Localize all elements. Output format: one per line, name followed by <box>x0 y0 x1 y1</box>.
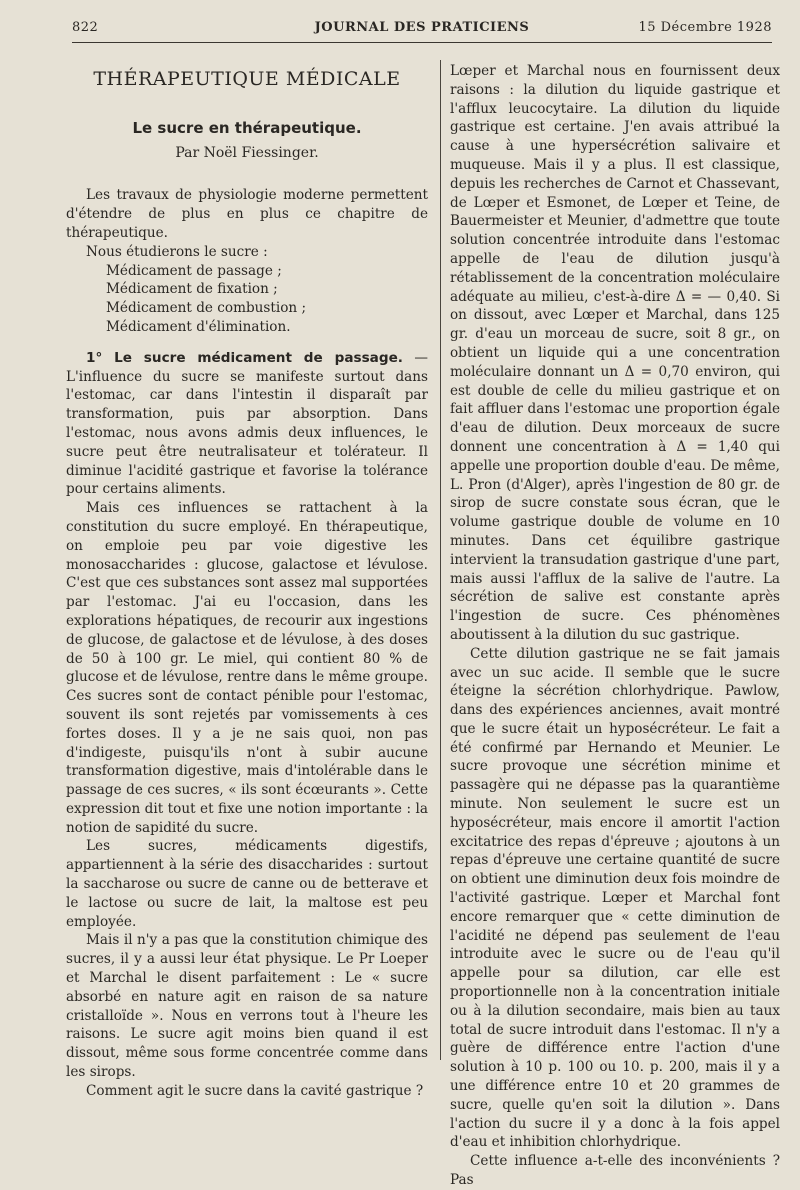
issue-date: 15 Décembre 1928 <box>638 20 772 35</box>
list-item: Médicament de passage ; <box>106 262 282 279</box>
page-number: 822 <box>72 20 99 35</box>
list-item: Médicament d'élimination. <box>106 318 291 335</box>
header-rule <box>72 42 772 43</box>
paragraph: Mais il n'y a pas que la constitution chimique des sucres, il y a aussi leur état physique. Le Pr Loeper et Marchal le disent parfaitement : Le « sucre absorbé en nature agit en raison de sa nature cristalloïde ». Nous en verrons tout à l'heure les raisons. Le sucre agit moins bien quand il est dissout, même sous forme concentrée comme dans les sirops. <box>66 932 428 1081</box>
journal-title: JOURNAL DES PRATICIENS <box>314 20 530 35</box>
list-item: Médicament de combustion ; <box>106 300 307 317</box>
paragraph: Les sucres, médicaments digestifs, appartiennent à la série des disaccharides : surtout la saccharose ou sucre de canne ou de betterave et le lactose ou sucre de lait, la maltose est peu employée. <box>66 838 428 930</box>
list-intro: Nous étudierons le sucre : <box>86 243 268 260</box>
article-author: Par Noël Fiessinger. <box>175 144 319 161</box>
section1-text: — L'influence du sucre se manifeste surtout dans l'estomac, car dans l'intestin il disparaît par transformation, puis par absorption. Dans l'estomac, nous avons admis deux influences, le sucre peut être neutralisateur et tolérateur. Il diminue l'acidité gastrique et favorise la tolérance pour certains aliments. <box>66 349 428 498</box>
section1-paragraph <box>66 349 428 499</box>
paragraph: Cette influence a-t-elle des inconvénients ? Pas <box>450 1153 780 1189</box>
paragraph: Mais ces influences se rattachent à la constitution du sucre employé. En thérapeutique, on emploie peu par voie digestive les monosaccharides : glucose, galactose et lévulose. C'est que ces substances sont assez mal supportées par l'estomac. J'ai eu l'occasion, dans les explorations hépatiques, de recourir aux ingestions de glucose, de galactose et de lévulose, à des doses de 50 à 100 gr. Le miel, qui contient 80 % de glucose et de lévulose, rentre dans le même groupe. Ces sucres sont de contact pénible pour l'estomac, souvent ils sont rejetés par vomissements à ces fortes doses. Il y a je ne sais quoi, non pas d'indigeste, puisqu'ils n'ont à subir aucune transformation digestive, mais d'intolérable dans le passage de ces sucres, « ils sont écœurants ». Cette expression dit tout et fixe une notion importante : la notion de sapidité du sucre. <box>66 500 428 836</box>
medication-list <box>66 262 428 337</box>
paragraph: Lœper et Marchal nous en fournissent deux raisons : la dilution du liquide gastrique et l'afflux leucocytaire. La dilution du liquide gastrique est certaine. J'en avais attribué la cause à une hypersécrétion salivaire et muqueuse. Mais il y a plus. Il est classique, depuis les recherches de Carnot et Chassevant, de Lœper et Esmonet, de Lœper et Teine, de Bauermeister et Meunier, d'admettre que toute solution concentrée introduite dans l'estomac appelle de l'eau de dilution jusqu'à rétablissement de la concentration moléculaire adéquate au milieu, c'est-à-dire Δ = — 0,40. Si on dissout, avec Lœper et Marchal, dans 125 gr. d'eau un morceau de sucre, soit 8 gr., on obtient un liquide qui a une concentration moléculaire donnant un Δ = 0,70 environ, qui est double de celle du milieu gastrique et on fait affluer dans l'estomac une proportion égale d'eau de dilution. Deux morceaux de sucre donnent une concentration à Δ = 1,40 qui appelle une proportion double d'eau. De même, L. Pron (d'Alger), après l'ingestion de 80 gr. de sirop de sucre constate sous écran, que le volume gastrique double de volume en 10 minutes. Dans cet équilibre gastrique intervient la transudation gastrique d'une part, mais aussi l'afflux de la salive de l'autre. La sécrétion de salive est constante après l'ingestion de sucre. Ces phénomènes aboutissent à la dilution du suc gastrique. <box>450 63 780 643</box>
left-column <box>66 62 428 1101</box>
section1-heading: 1° Le sucre médicament de passage. <box>86 349 403 366</box>
list-item: Médicament de fixation ; <box>106 281 278 298</box>
article-title: Le sucre en thérapeutique. <box>132 118 362 137</box>
paragraph: Cette dilution gastrique ne se fait jamais avec un suc acide. Il semble que le sucre éteigne la sécrétion chlorhydrique. Pawlow, dans des expériences anciennes, avait montré que le sucre était un hyposécréteur. Le fait a été confirmé par Hernando et Meunier. Le sucre provoque une sécrétion minime et passagère qui ne dépasse pas la quarantième minute. Non seulement le sucre est un hyposécréteur, mais encore il amortit l'action excitatrice des repas d'épreuve ; ajoutons à un repas d'épreuve une certaine quantité de sucre on obtient une diminution deux fois moindre de l'activité gastrique. Lœper et Marchal font encore remarquer que « cette diminution de l'acidité ne dépend pas seulement de l'eau introduite avec le sucre ou de l'eau qu'il appelle pour sa dilution, car elle est proportionnelle non à la concentration initiale ou à la dilution secondaire, mais bien au taux total de sucre introduit dans l'estomac. Il n'y a guère de différence entre l'action d'une solution à 10 p. 100 ou 10. p. 200, mais il y a une différence entre 10 et 20 grammes de sucre, quelle qu'en soit la dilution ». Dans l'action du sucre il y a donc à la fois appel d'eau et inhibition chlorhydrique. <box>450 645 780 1151</box>
article-section-title: THÉRAPEUTIQUE MÉDICALE <box>93 68 401 90</box>
column-divider <box>440 60 441 1060</box>
paragraph: Comment agit le sucre dans la cavité gastrique ? <box>86 1082 424 1099</box>
intro-paragraph: Les travaux de physiologie moderne permettent d'étendre de plus en plus ce chapitre de thérapeutique. <box>66 187 428 241</box>
running-header <box>72 20 772 42</box>
right-column <box>450 62 780 1190</box>
